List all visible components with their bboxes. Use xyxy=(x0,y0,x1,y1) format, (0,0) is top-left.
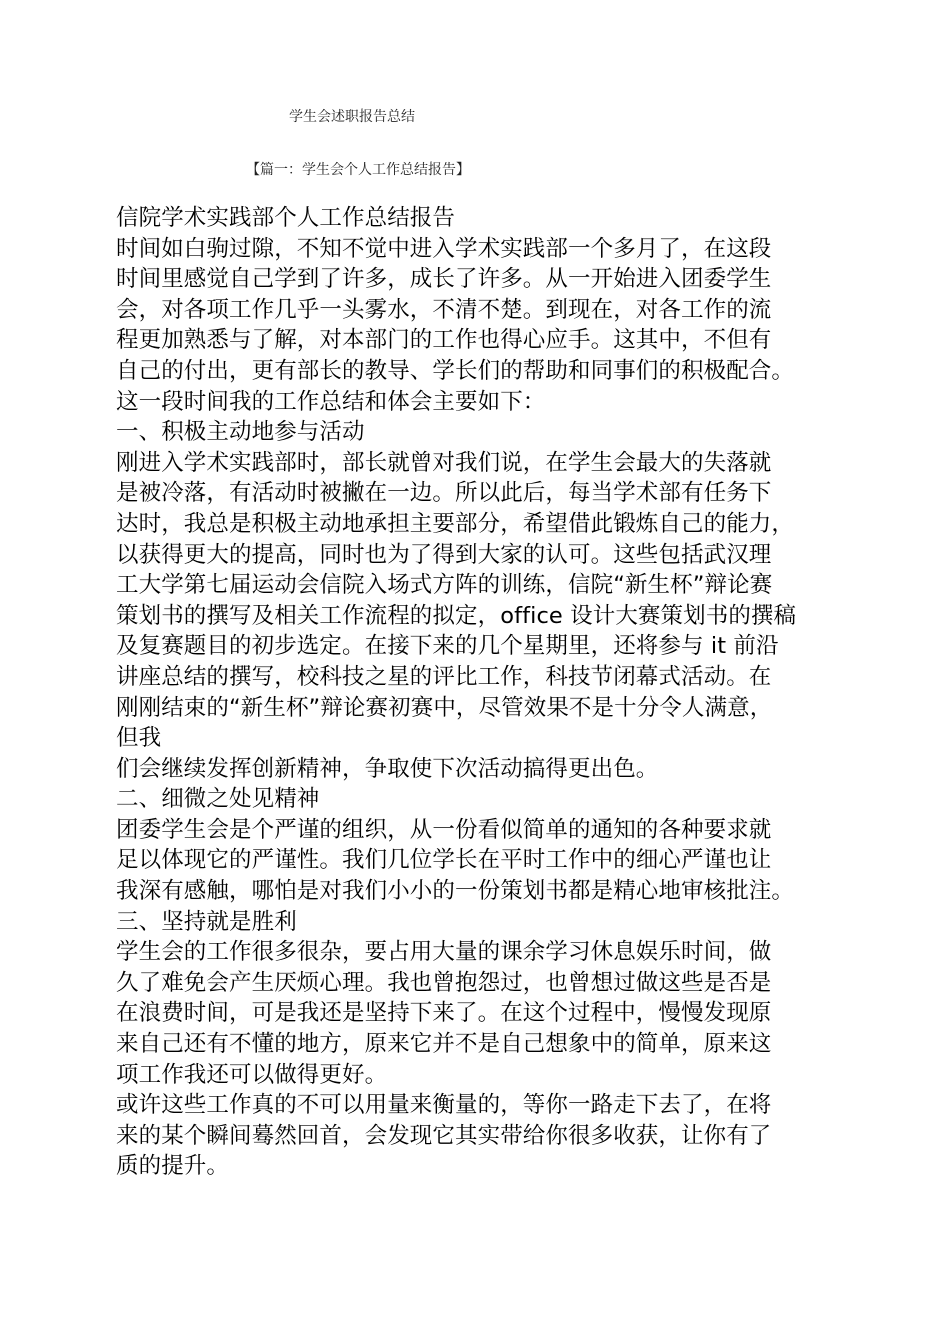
body-line: 足以体现它的严谨性。我们几位学长在平时工作中的细心严谨也让 xyxy=(116,847,772,874)
body-line: 自己的付出，更有部长的教导、学长们的帮助和同事们的积极配合。 xyxy=(116,357,795,384)
body-line: 时间如白驹过隙，不知不觉中进入学术实践部一个多月了，在这段 xyxy=(116,235,772,262)
document-title: 学生会述职报告总结 xyxy=(289,109,415,125)
report-heading: 信院学术实践部个人工作总结报告 xyxy=(116,205,456,231)
body-line: 会，对各项工作几乎一头雾水，不清不楚。到现在，对各工作的流 xyxy=(116,296,772,323)
body-line: 或许这些工作真的不可以用量来衡量的，等你一路走下去了，在将 xyxy=(116,1092,772,1119)
body-line: 这一段时间我的工作总结和体会主要如下： xyxy=(116,388,546,415)
body-line: 工大学第七届运动会信院入场式方阵的训练，信院“新生杯”辩论赛 xyxy=(116,572,773,599)
body-line: 项工作我还可以做得更好。 xyxy=(116,1061,388,1088)
body-line: 团委学生会是个严谨的组织，从一份看似简单的通知的各种要求就 xyxy=(116,816,772,843)
body-line: 刚刚结束的“新生杯”辩论赛初赛中，尽管效果不是十分令人满意， xyxy=(116,694,773,721)
body-line: 程更加熟悉与了解，对本部门的工作也得心应手。这其中，不但有 xyxy=(116,327,772,354)
body-line: 刚进入学术实践部时，部长就曾对我们说，在学生会最大的失落就 xyxy=(116,449,772,476)
subheading-3: 三、坚持就是胜利 xyxy=(116,908,297,935)
body-line: 讲座总结的撰写，校科技之星的评比工作，科技节闭幕式活动。在 xyxy=(116,663,772,690)
body-line: 是被冷落，有活动时被撇在一边。所以此后，每当学术部有任务下 xyxy=(116,480,772,507)
body-line: 达时，我总是积极主动地承担主要部分，希望借此锻炼自己的能力， xyxy=(116,510,795,537)
body-line: 以获得更大的提高，同时也为了得到大家的认可。这些包括武汉理 xyxy=(116,541,772,568)
subheading-1: 一、积极主动地参与活动 xyxy=(116,419,365,446)
body-line: 来的某个瞬间蓦然回首，会发现它其实带给你很多收获，让你有了 xyxy=(116,1122,772,1149)
body-line: 们会继续发挥创新精神，争取使下次活动搞得更出色。 xyxy=(116,755,659,782)
body-line: 我深有感触，哪怕是对我们小小的一份策划书都是精心地审核批注。 xyxy=(116,878,795,905)
body-line: 及复赛题目的初步选定。在接下来的几个星期里，还将参与 it 前沿 xyxy=(116,633,779,660)
section-title: 【篇一：学生会个人工作总结报告】 xyxy=(246,162,470,178)
document-body xyxy=(116,203,846,1182)
body-line: 质的提升。 xyxy=(116,1153,230,1180)
body-line: 时间里感觉自己学到了许多，成长了许多。从一开始进入团委学生 xyxy=(116,266,772,293)
subheading-2: 二、细微之处见精神 xyxy=(116,786,320,813)
body-line: 但我 xyxy=(116,725,162,752)
body-line: 久了难免会产生厌烦心理。我也曾抱怨过，也曾想过做这些是否是 xyxy=(116,969,772,996)
body-line: 策划书的撰写及相关工作流程的拟定，office 设计大赛策划书的撰稿 xyxy=(116,602,797,629)
body-line: 在浪费时间，可是我还是坚持下来了。在这个过程中，慢慢发现原 xyxy=(116,1000,772,1027)
body-line: 学生会的工作很多很杂，要占用大量的课余学习休息娱乐时间，做 xyxy=(116,939,772,966)
body-line: 来自己还有不懂的地方，原来它并不是自己想象中的简单，原来这 xyxy=(116,1031,772,1058)
